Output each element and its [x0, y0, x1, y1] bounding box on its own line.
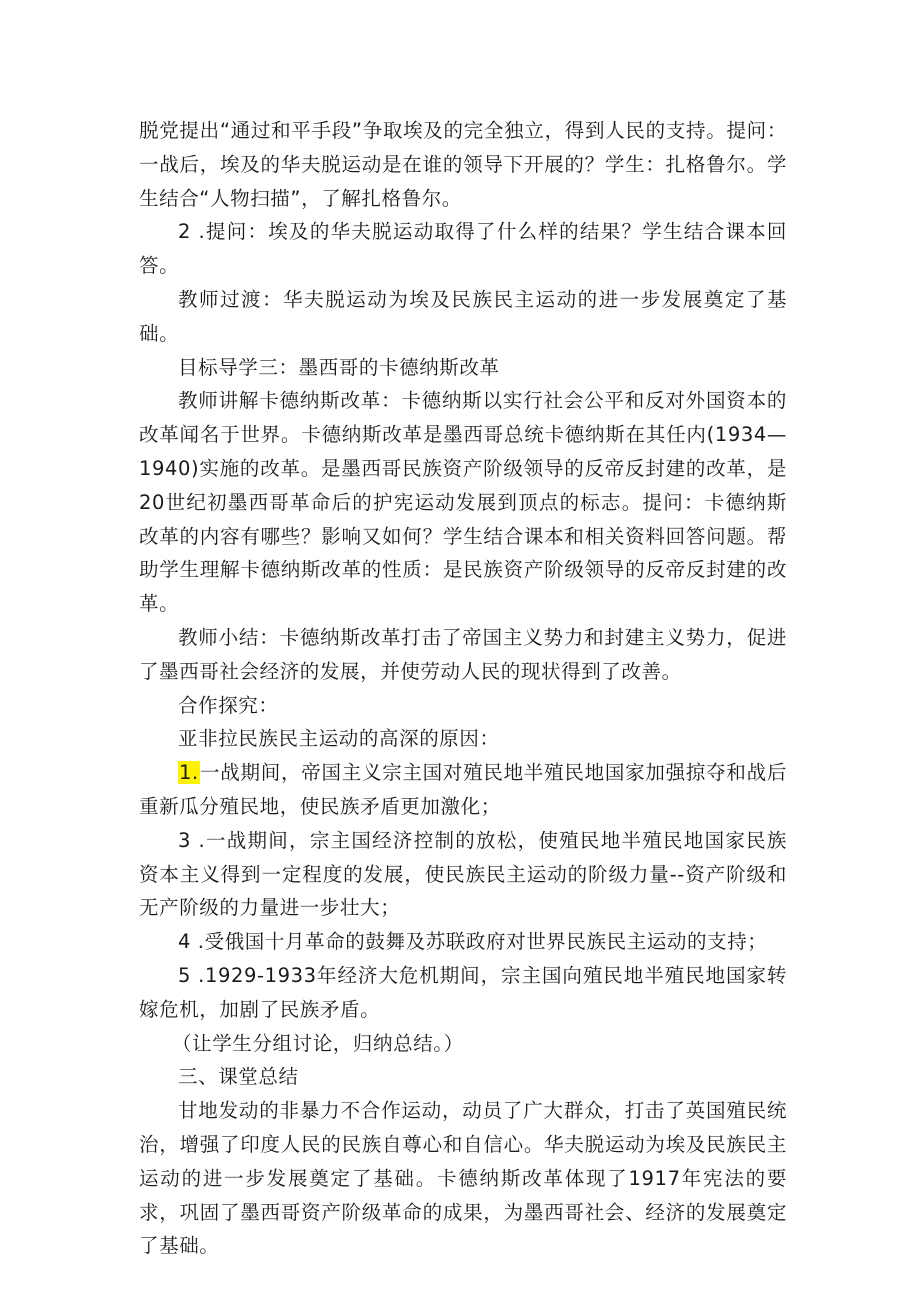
paragraph-9	[139, 756, 787, 824]
paragraph-12: 5 .1929-1933年经济大危机期间，宗主国向殖民地半殖民地国家转嫁危机，加剧了民族矛盾。	[139, 963, 787, 1021]
paragraph-5: 教师讲解卡德纳斯改革：卡德纳斯以实行社会公平和反对外国资本的改革闻名于世界。卡德纳斯改革是墨西哥总统卡德纳斯在其任内(1934—1940)实施的改革。是墨西哥民族资产阶级领导的反帝反封建的改革，是20世纪初墨西哥革命后的护宪运动发展到顶点的标志。提问：卡德纳斯改革的内容有哪些？影响又如何？学生结合课本和相关资料回答问题。帮助学生理解卡德纳斯改革的性质：是民族资产阶级领导的反帝反封建的改革。	[139, 389, 787, 616]
paragraph-4: 目标导学三：墨西哥的卡德纳斯改革	[178, 355, 500, 379]
paragraph-3: 教师过渡：华夫脱运动为埃及民族民主运动的进一步发展奠定了基础。	[139, 287, 787, 345]
paragraph-8: 亚非拉民族民主运动的高深的原因：	[178, 727, 500, 751]
paragraph-13: （让学生分组讨论，归纳总结。）	[172, 1031, 464, 1055]
paragraph-10: 3 .一战期间，宗主国经济控制的放松，使殖民地半殖民地国家民族资本主义得到一定程度的发展，使民族民主运动的阶级力量--资产阶级和无产阶级的力量进一步壮大；	[139, 828, 787, 920]
highlighted-list-number: 1.	[179, 761, 199, 785]
paragraph-1: 脱党提出“通过和平手段”争取埃及的完全独立，得到人民的支持。提问：一战后，埃及的华夫脱运动是在谁的领导下开展的？学生：扎格鲁尔。学生结合“人物扫描”，了解扎格鲁尔。	[139, 119, 787, 210]
paragraph-9-text: 一战期间，帝国主义宗主国对殖民地半殖民地国家加强掠夺和战后重新瓜分殖民地，使民族矛盾更加激化；	[139, 761, 787, 818]
document-body	[139, 114, 787, 1263]
paragraph-7: 合作探究：	[178, 693, 279, 717]
paragraph-2: 2 .提问：埃及的华夫脱运动取得了什么样的结果？学生结合课本回答。	[139, 220, 787, 278]
paragraph-6: 教师小结：卡德纳斯改革打击了帝国主义势力和封建主义势力，促进了墨西哥社会经济的发展，并使劳动人民的现状得到了改善。	[139, 625, 787, 683]
paragraph-14: 三、课堂总结	[178, 1065, 299, 1089]
paragraph-11: 4 .受俄国十月革命的鼓舞及苏联政府对世界民族民主运动的支持；	[178, 930, 768, 954]
paragraph-15: 甘地发动的非暴力不合作运动，动员了广大群众，打击了英国殖民统治，增强了印度人民的民族自尊心和自信心。华夫脱运动为埃及民族民主运动的进一步发展奠定了基础。卡德纳斯改革体现了1917年宪法的要求，巩固了墨西哥资产阶级革命的成果，为墨西哥社会、经济的发展奠定了基础。	[139, 1099, 787, 1258]
